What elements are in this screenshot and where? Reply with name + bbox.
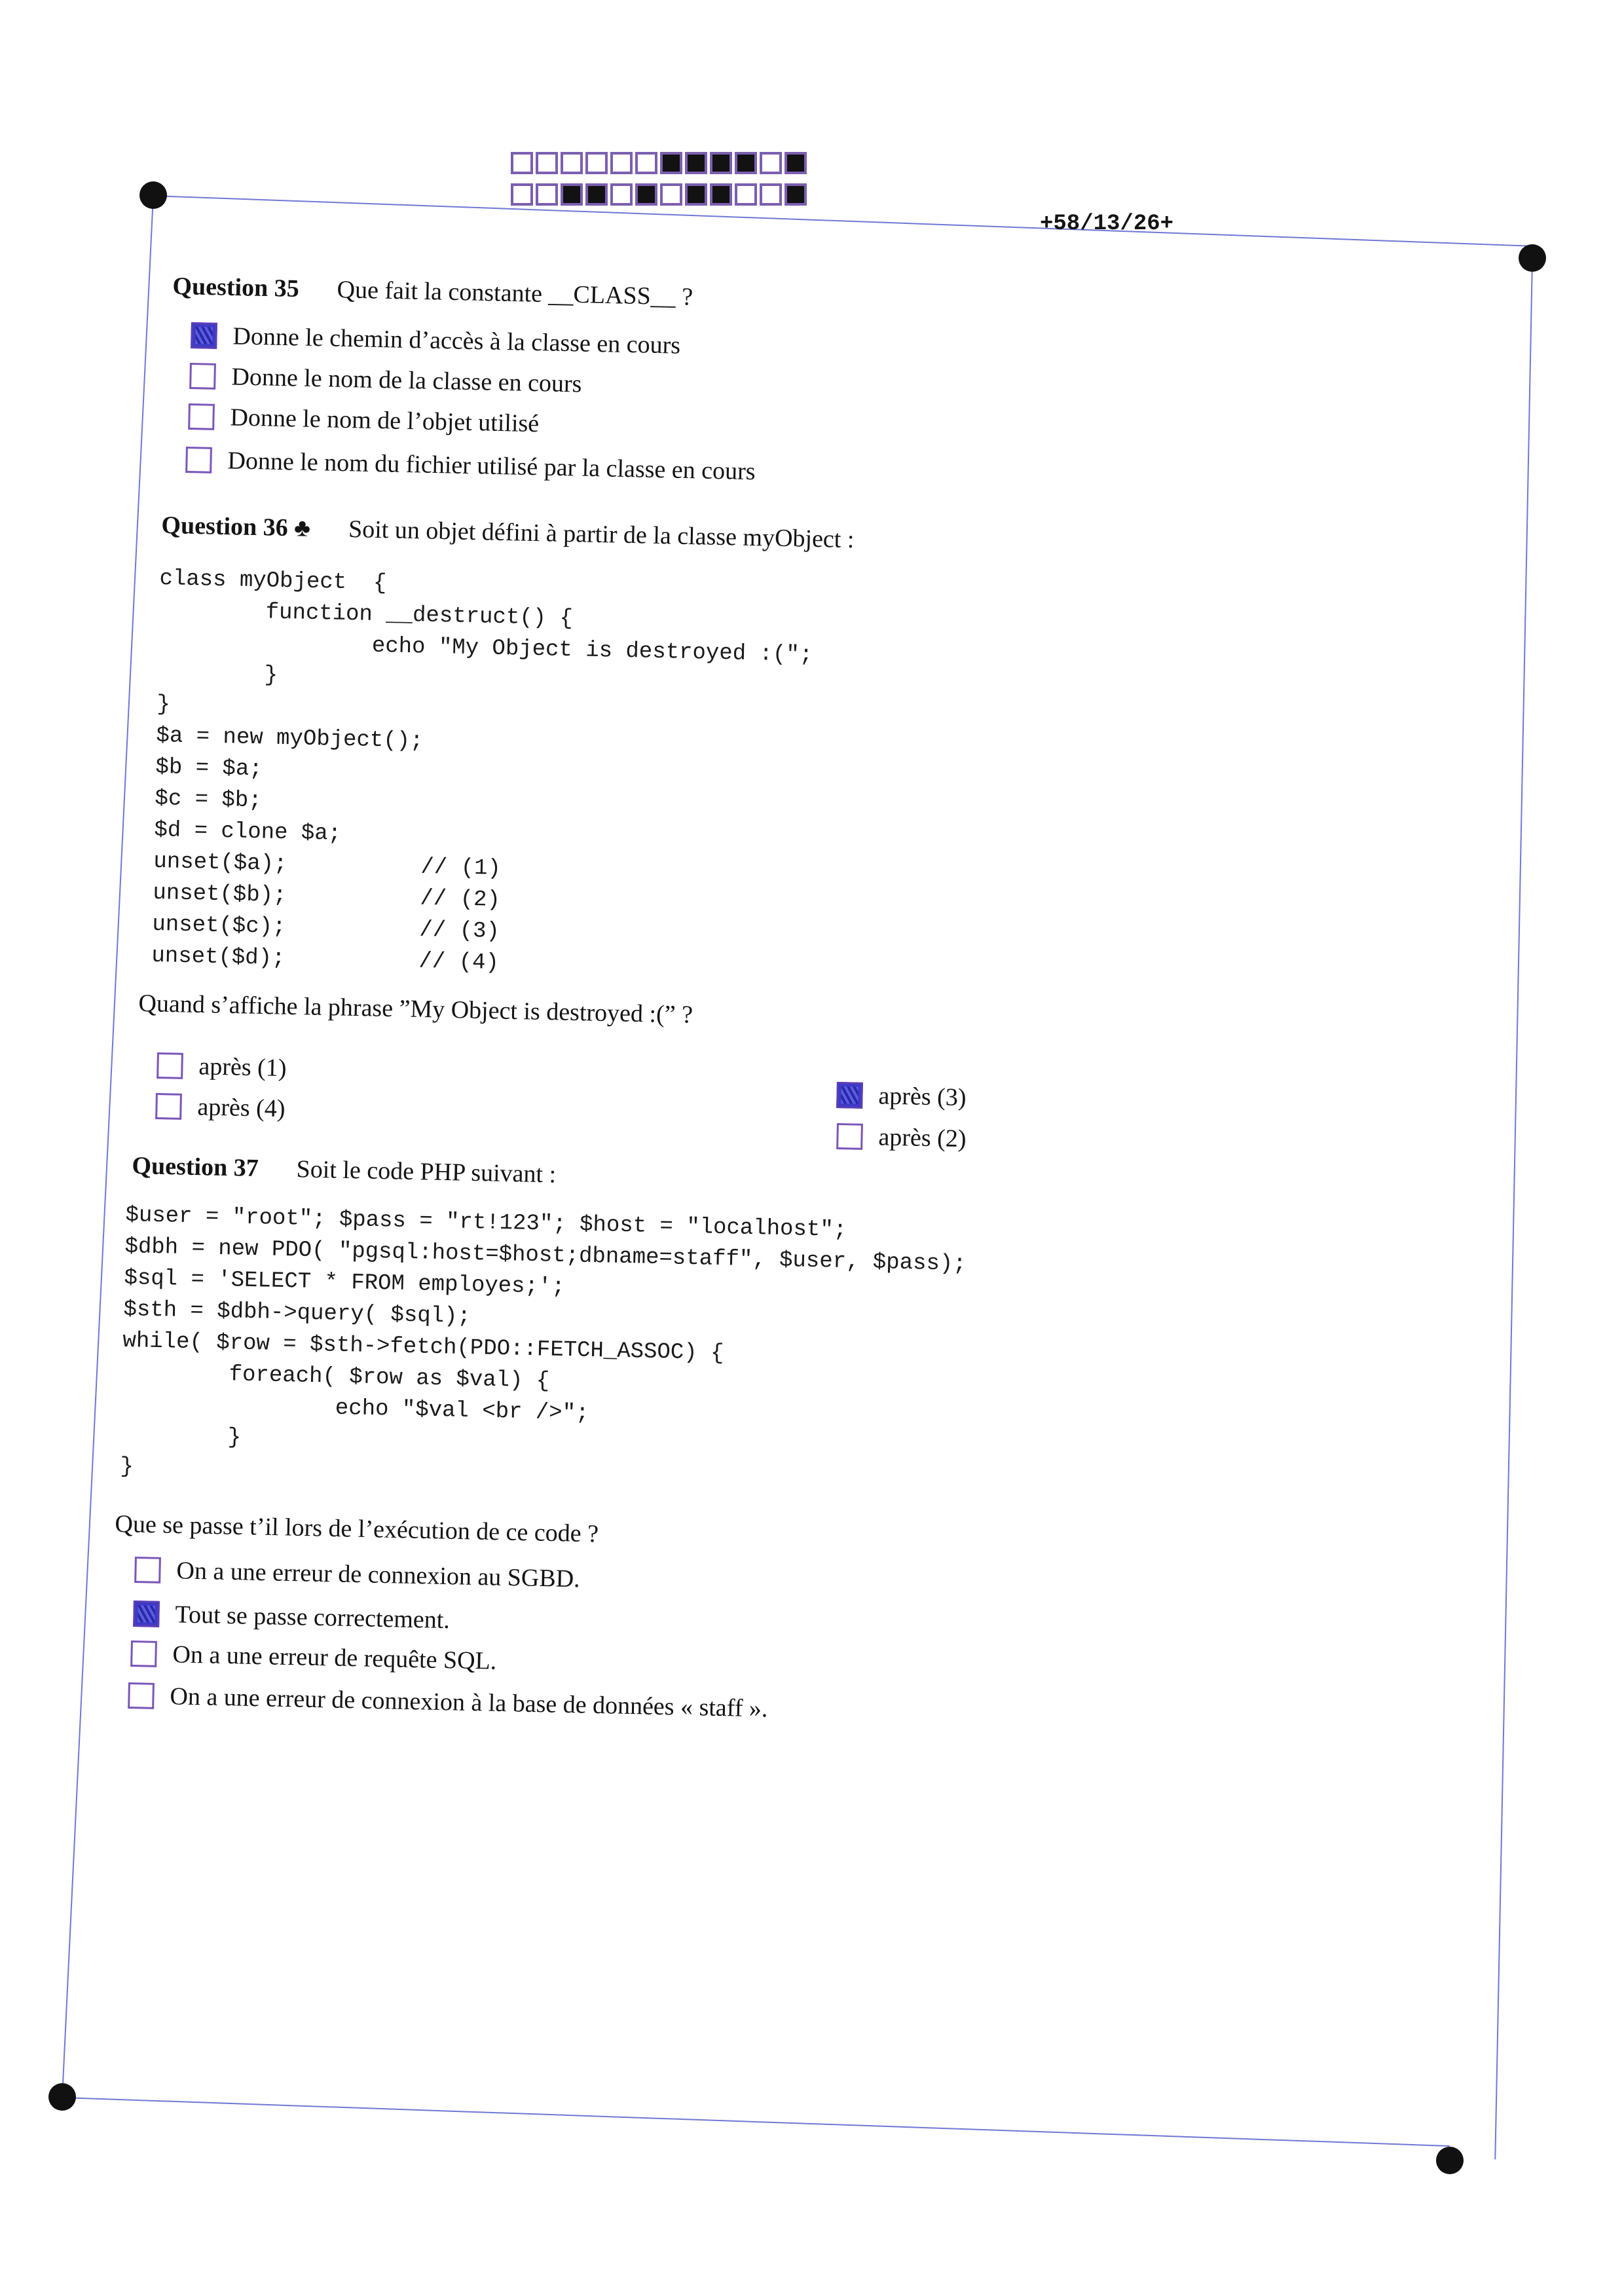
checkbox[interactable] xyxy=(185,447,212,473)
answer-label: après (2) xyxy=(878,1123,967,1153)
answer-choice[interactable] xyxy=(836,1081,967,1112)
answer-choice[interactable] xyxy=(155,1092,286,1123)
answer-label: après (1) xyxy=(198,1052,287,1083)
checkbox[interactable] xyxy=(134,1557,161,1583)
answer-label: Donne le chemin d’accès à la classe en cours xyxy=(232,322,681,360)
code-box-empty xyxy=(536,152,558,174)
code-box-empty xyxy=(660,183,682,206)
checkbox[interactable] xyxy=(128,1682,155,1709)
code-box-empty xyxy=(610,152,633,174)
binary-code-row xyxy=(511,183,807,206)
answer-choice[interactable] xyxy=(128,1681,768,1723)
code-box-empty xyxy=(511,152,533,174)
answer-label: après (4) xyxy=(197,1093,286,1123)
question-37-code: $user = "root"; $pass = "rt!123"; $host = "localhost"; $dbh = new PDO( "pgsql:host=$host;dbname=staff", $user, $pass); $sql = 'SELECT * FROM employes;'; $sth = $dbh->query( $sql); while( $row = $sth->fetch(PDO::FETCH_ASSOC) { foreach( $row as $val) { echo "$val <br />"; } } xyxy=(120,1202,967,1480)
binary-code-row xyxy=(511,152,807,174)
code-box-empty xyxy=(760,183,782,206)
question-37-header xyxy=(132,1151,557,1189)
question-36-prompt: Quand s’affiche la phrase ”My Object is destroyed :(” ? xyxy=(138,989,693,1029)
question-number: Question 35 xyxy=(172,272,300,303)
code-box-filled xyxy=(710,183,732,206)
answer-label: après (3) xyxy=(878,1082,967,1112)
frame-right-line xyxy=(1494,259,1533,2159)
answer-label: Donne le nom du fichier utilisé par la classe en cours xyxy=(227,447,756,486)
answer-choice[interactable] xyxy=(157,1051,287,1083)
answer-choice[interactable] xyxy=(189,361,582,399)
question-text: Soit le code PHP suivant : xyxy=(296,1155,557,1189)
code-box-empty xyxy=(635,152,657,174)
checkbox[interactable] xyxy=(189,363,216,390)
answer-choice[interactable] xyxy=(191,321,680,360)
checkbox[interactable] xyxy=(157,1052,183,1079)
code-box-empty xyxy=(561,152,583,174)
code-box-filled xyxy=(784,152,807,174)
frame-left-line xyxy=(62,196,154,2098)
registration-marker-bottom-right xyxy=(1436,2147,1464,2174)
answer-label: Donne le nom de la classe en cours xyxy=(231,363,582,398)
code-box-filled xyxy=(685,183,707,206)
code-box-empty xyxy=(760,152,782,174)
question-number: Question 37 xyxy=(132,1151,259,1183)
answer-label: Donne le nom de l’objet utilisé xyxy=(230,403,540,438)
checkbox[interactable] xyxy=(836,1123,863,1150)
question-37-prompt: Que se passe t’il lors de l’exécution de ce code ? xyxy=(115,1509,599,1548)
code-box-filled xyxy=(710,152,732,174)
question-36-header xyxy=(161,511,855,554)
question-35-header xyxy=(172,272,693,312)
code-box-filled xyxy=(660,152,682,174)
checkbox[interactable] xyxy=(155,1093,182,1120)
answer-choice[interactable] xyxy=(188,402,540,438)
question-text: Soit un objet défini à partir de la classe myObject : xyxy=(348,515,855,554)
checkbox[interactable] xyxy=(130,1640,157,1667)
answer-label: Tout se passe correctement. xyxy=(175,1601,451,1635)
registration-marker-top-left xyxy=(139,181,167,209)
code-box-empty xyxy=(610,183,633,206)
code-box-empty xyxy=(536,183,558,206)
page-id: +58/13/26+ xyxy=(1040,212,1174,236)
code-box-empty xyxy=(735,183,757,206)
question-number: Question 36 ♣ xyxy=(161,511,311,542)
question-text: Que fait la constante __CLASS__ ? xyxy=(337,276,693,311)
code-box-filled xyxy=(561,183,583,206)
code-box-empty xyxy=(511,183,533,206)
checkbox[interactable] xyxy=(188,403,215,430)
answer-label: On a une erreur de connexion au SGBD. xyxy=(176,1557,581,1593)
question-36-code: class myObject { function __destruct() { echo "My Object is destroyed :("; } } $a = new myObject(); $b = $a; $c = $b; $d = clone $a; unset($a); // (1) unset($b); // (2) unset($c); // (3) unset($d); // (4) xyxy=(151,566,813,976)
answer-choice[interactable] xyxy=(185,445,756,486)
registration-marker-top-right xyxy=(1519,244,1546,272)
answer-choice[interactable] xyxy=(134,1555,580,1593)
code-box-filled xyxy=(685,152,707,174)
code-box-filled xyxy=(585,183,608,206)
code-box-filled xyxy=(635,183,657,206)
answer-choice[interactable] xyxy=(133,1599,450,1635)
frame-top-line xyxy=(153,195,1532,247)
code-box-filled xyxy=(784,183,807,206)
answer-label: On a une erreur de connexion à la base de données « staff ». xyxy=(170,1682,768,1723)
answer-choice[interactable] xyxy=(130,1639,497,1676)
checkbox-checked[interactable] xyxy=(191,322,217,349)
checkbox-checked[interactable] xyxy=(836,1082,863,1109)
code-box-empty xyxy=(585,152,608,174)
checkbox-checked[interactable] xyxy=(133,1601,160,1627)
registration-marker-bottom-left xyxy=(48,2083,76,2111)
frame-bottom-line xyxy=(62,2097,1450,2147)
code-box-filled xyxy=(735,152,757,174)
answer-label: On a une erreur de requête SQL. xyxy=(172,1640,497,1675)
answer-choice[interactable] xyxy=(836,1122,967,1153)
